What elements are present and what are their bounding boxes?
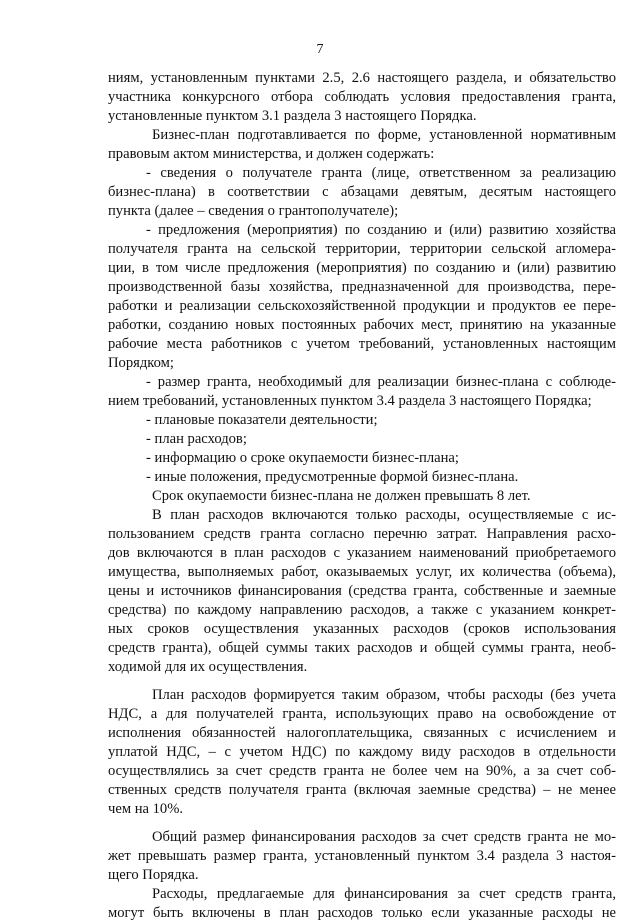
text-line: - размер гранта, необходимый для реализации бизнес-плана с соблюде- [146, 374, 616, 390]
text-line: План расходов формируется таким образом, чтобы расходы (без учета [152, 687, 616, 703]
page-number: 7 [316, 42, 324, 57]
text-line: бизнес-плана) в соответствии с абзацами девятым, десятым настоящего [108, 184, 616, 200]
text-line: производственной базы хозяйства, предназначенной для производства, пере- [108, 279, 616, 295]
text-line: - плановые показатели деятельности; [146, 412, 378, 428]
text-line: осуществлялись за счет средств гранта не более чем на 90%, а за счет соб- [108, 763, 616, 779]
text-line: чем на 10%. [108, 801, 184, 817]
text-line: Срок окупаемости бизнес-плана не должен превышать 8 лет. [152, 488, 531, 504]
text-line: уплатой НДС, – с учетом НДС) по каждому виду расходов в отдельности [108, 744, 616, 760]
text-line: ниям, установленным пунктами 2.5, 2.6 настоящего раздела, и обязательство [108, 70, 616, 86]
text-line: работки, созданию новых постоянных рабочих мест, принятию на указанные [108, 317, 616, 333]
text-line: - план расходов; [146, 431, 247, 447]
text-line: получателя гранта на сельской территории, территории сельской агломера- [108, 241, 616, 257]
text-line: ции, в том числе предложения (мероприятия) по созданию и (или) развитию [108, 260, 616, 276]
text-line: установленные пунктом 3.1 раздела 3 настоящего Порядка. [108, 108, 477, 124]
text-line: участника конкурсного отбора соблюдать условия предоставления гранта, [108, 89, 616, 105]
text-line: пункта (далее – сведения о грантополучателе); [108, 203, 399, 219]
text-line: цены и источников финансирования (средства гранта, собственные и заемные [108, 583, 616, 599]
text-line: щего Порядка. [108, 867, 199, 883]
text-line: НДС, а для получателей гранта, использующих право на освобождение от [108, 706, 616, 722]
text-line: правовым актом министерства, и должен содержать: [108, 146, 435, 162]
text-line: Порядком; [108, 355, 174, 371]
text-line: Расходы, предлагаемые для финансирования за счет средств гранта, [152, 886, 616, 902]
text-line: Бизнес-план подготавливается по форме, установленной нормативным [152, 127, 616, 143]
text-line: имущества, выполняемых работ, оказываемых услуг, их количества (объема), [108, 564, 616, 580]
text-line: пользованием средств гранта согласно перечню затрат. Направления расхо- [108, 526, 616, 542]
text-line: ных сроков осуществления указанных расходов (сроков использования [108, 621, 616, 637]
text-line: работки и реализации сельскохозяйственной продукции и продуктов ее пере- [108, 298, 616, 314]
text-line: Общий размер финансирования расходов за счет средств гранта не мо- [152, 829, 616, 845]
text-line: жет превышать размер гранта, установленный пунктом 3.4 раздела 3 настоя- [108, 848, 616, 864]
text-line: рабочие места работников с учетом требований, установленных настоящим [108, 336, 616, 352]
text-line: - сведения о получателе гранта (лице, ответственном за реализацию [146, 165, 616, 181]
text-line: нием требований, установленных пунктом 3.4 раздела 3 настоящего Порядка; [108, 393, 592, 409]
text-line: средства) по каждому направлению расходов, а также с указанием конкрет- [108, 602, 616, 618]
text-line: могут быть включены в план расходов только если указанные расходы не [108, 905, 616, 921]
text-line: ственных средств получателя гранта (включая заемные средства) – не менее [108, 782, 616, 798]
text-line: В план расходов включаются только расходы, осуществляемые с ис- [152, 507, 616, 523]
text-line: средств гранта), общей суммы таких расходов и общей суммы гранта, необ- [108, 640, 616, 656]
text-line: - предложения (мероприятия) по созданию и (или) развитию хозяйства [146, 222, 616, 238]
text-line: дов включаются в план расходов с указанием наименований приобретаемого [108, 545, 616, 561]
text-line: исполнения обязанностей налогоплательщика, связанных с исчислением и [108, 725, 616, 741]
text-line: - информацию о сроке окупаемости бизнес-плана; [146, 450, 459, 466]
text-line: - иные положения, предусмотренные формой бизнес-плана. [146, 469, 519, 485]
text-line: ходимой для их осуществления. [108, 659, 308, 675]
